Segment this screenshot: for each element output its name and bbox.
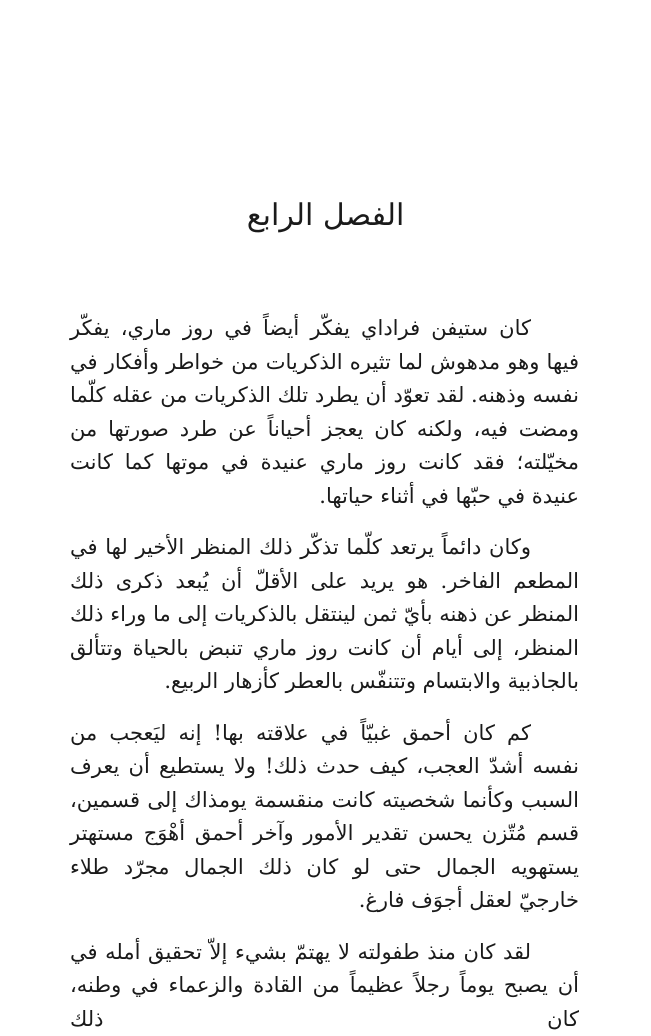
chapter-title: الفصل الرابع	[0, 194, 651, 238]
chapter-body	[70, 312, 579, 1036]
paragraph-3: كم كان أحمق غبيّاً في علاقته بها! إنه ليَعجب من نفسه أشدّ العجب، كيف حدث ذلك! ولا يستطيع أن يعرف السبب وكأنما شخصيته كانت منقسمة يومذاك إلى قسمين، قسم مُتّزن يحسن تقدير الأمور وآخر أحمق أهْوَج مستهتر يستهويه الجمال حتى لو كان ذلك الجمال مجرّد طلاء خارجيّ لعقل أجوَف فارغ.	[70, 717, 579, 918]
paragraph-1: كان ستيفن فراداي يفكّر أيضاً في روز ماري، يفكّر فيها وهو مدهوش لما تثيره الذكريات من خواطر وأفكار في نفسه وذهنه. لقد تعوّد أن يطرد تلك الذكريات من عقله كلّما ومضت فيه، ولكنه كان يعجز أحياناً عن طرد صورتها من مخيّلته؛ فقد كانت روز ماري عنيدة في موتها كما كانت عنيدة في حبّها في أثناء حياتها.	[70, 312, 579, 513]
paragraph-4: لقد كان منذ طفولته لا يهتمّ بشيء إلاّ تحقيق أمله في أن يصبح يوماً رجلاً عظيماً من القادة والزعماء في وطنه، كان ذلك	[70, 936, 579, 1036]
paragraph-2: وكان دائماً يرتعد كلّما تذكّر ذلك المنظر الأخير لها في المطعم الفاخر. هو يريد على الأقلّ أن يُبعد ذكرى ذلك المنظر عن ذهنه بأيّ ثمن لينتقل بالذكريات إلى ما وراء ذلك المنظر، إلى أيام أن كانت روز ماري تنبض بالحياة وتتألق بالجاذبية والابتسام وتتنفّس بالعطر كأزهار الربيع.	[70, 531, 579, 699]
